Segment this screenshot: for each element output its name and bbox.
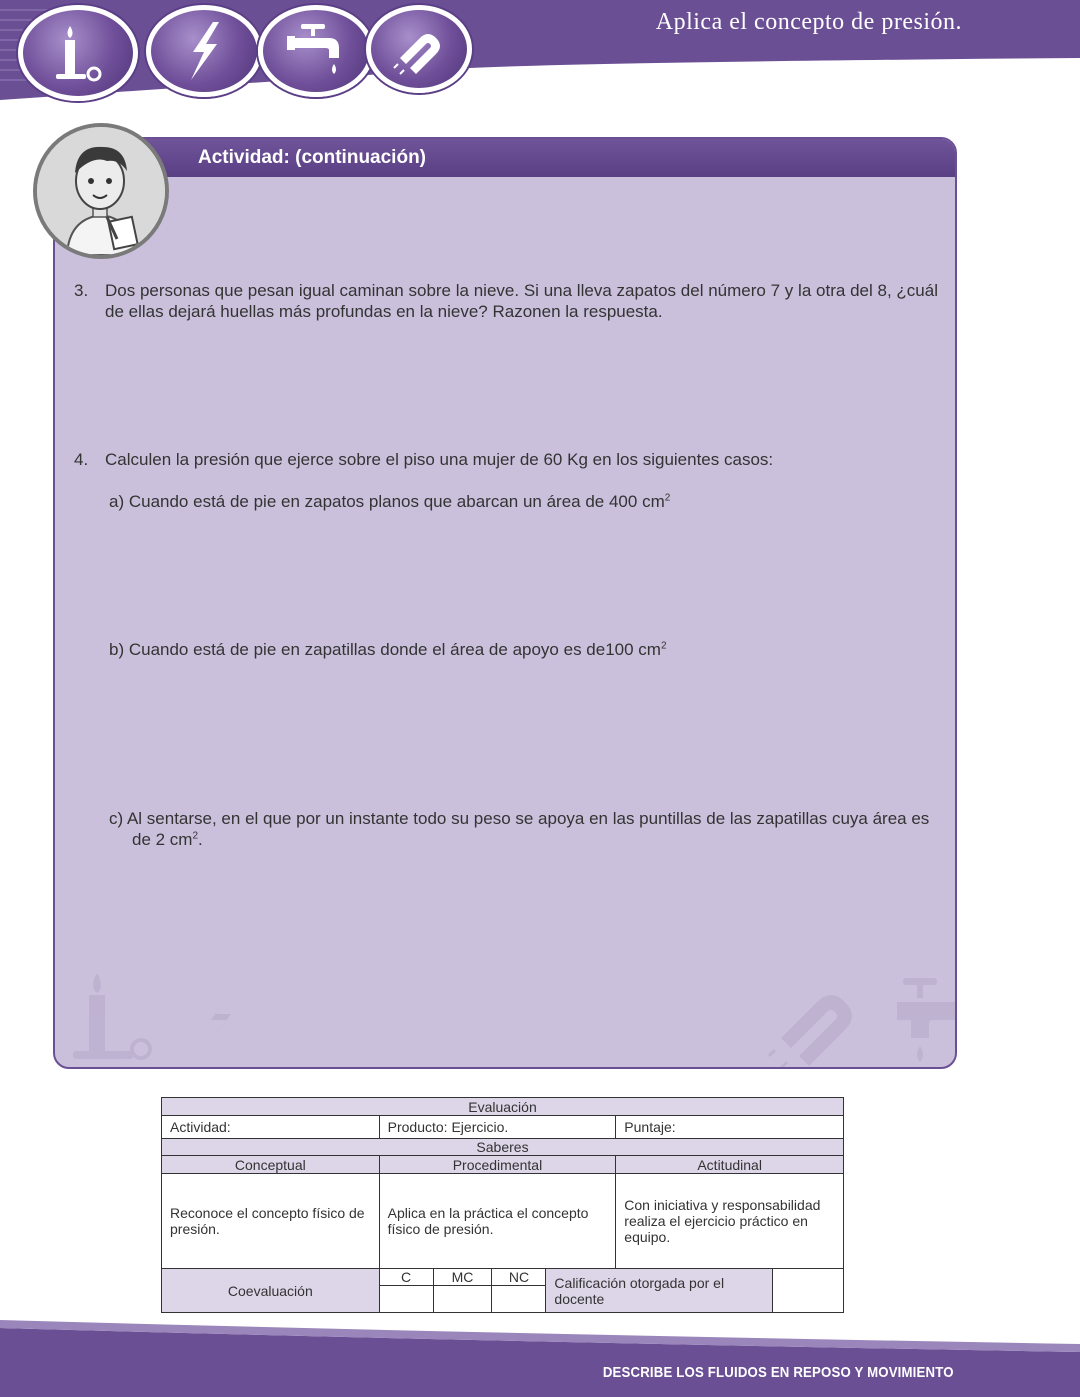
magnet-watermark-icon: [767, 974, 863, 1069]
coevaluacion-c-field[interactable]: [379, 1286, 433, 1313]
evaluation-title: Evaluación: [162, 1098, 844, 1116]
header-title: Aplica el concepto de presión.: [655, 9, 962, 35]
coevaluacion-nc-field[interactable]: [492, 1286, 546, 1313]
question-4c-line-1: c) Al sentarse, en el que por un instante todo su peso se apoya en las puntillas de las zapatillas cuya área es: [109, 809, 930, 828]
footer-band: [0, 1320, 1080, 1397]
question-4c: [109, 808, 941, 850]
actitudinal-description: Con iniciativa y responsabilidad realiza el ejercicio práctico en equipo.: [616, 1174, 844, 1269]
conceptual-description: Reconoce el concepto físico de presión.: [162, 1174, 380, 1269]
coevaluacion-mc-header: MC: [433, 1269, 492, 1286]
activity-title: Actividad: (continuación): [198, 147, 426, 168]
question-4b-exponent: 2: [660, 640, 667, 652]
question-4b-text: b) Cuando está de pie en zapatillas donde el área de apoyo es de100 cm: [109, 640, 661, 659]
activity-title-bar: [55, 139, 955, 177]
student-avatar: [33, 123, 169, 259]
magnet-icon: [366, 5, 472, 93]
activity-panel: [53, 137, 957, 1069]
question-4a-text: a) Cuando está de pie en zapatos planos que abarcan un área de 400 cm: [109, 492, 665, 511]
candle-watermark-icon: [63, 969, 163, 1069]
question-4c-line-2: de 2 cm: [132, 830, 193, 849]
calificacion-value-field[interactable]: [773, 1269, 844, 1313]
procedimental-header: Procedimental: [379, 1156, 616, 1174]
question-3-text: Dos personas que pesan igual caminan sobre la nieve. Si una lleva zapatos del número 7 y la otra del 8, ¿cuál de ellas dejará huellas más profundas en la nieve? Razonen la respuesta.: [105, 281, 938, 321]
procedimental-description: Aplica en la práctica el concepto físico de presión.: [379, 1174, 616, 1269]
coevaluacion-c-header: C: [379, 1269, 433, 1286]
coevaluacion-mc-field[interactable]: [433, 1286, 492, 1313]
question-4-text: Calculen la presión que ejerce sobre el piso una mujer de 60 Kg en los siguientes casos:: [105, 450, 774, 469]
question-4b: [109, 639, 929, 660]
calificacion-label: Calificación otorgada por el docente: [546, 1269, 773, 1313]
footer-text: DESCRIBE LOS FLUIDOS EN REPOSO Y MOVIMIENTO: [603, 1364, 954, 1381]
coevaluacion-label: Coevaluación: [162, 1269, 380, 1313]
actitudinal-header: Actitudinal: [616, 1156, 844, 1174]
faucet-icon: [258, 5, 374, 97]
evaluation-actividad: Actividad:: [162, 1116, 380, 1139]
candle-icon: [18, 5, 138, 101]
coevaluacion-nc-header: NC: [492, 1269, 546, 1286]
question-4c-exponent: 2: [192, 830, 199, 842]
lightning-watermark-icon: [185, 974, 255, 1069]
question-4c-period: .: [198, 830, 203, 849]
question-3: [74, 280, 938, 324]
question-4: [74, 449, 938, 471]
evaluation-producto: Producto: Ejercicio.: [379, 1116, 616, 1139]
evaluation-table: [161, 1097, 844, 1313]
saberes-header: Saberes: [162, 1139, 844, 1156]
conceptual-header: Conceptual: [162, 1156, 380, 1174]
faucet-watermark-icon: [893, 974, 957, 1069]
question-4a-exponent: 2: [664, 492, 671, 504]
lightning-icon: [146, 5, 262, 97]
question-4-number: 4.: [74, 450, 89, 469]
question-3-number: 3.: [74, 281, 89, 300]
question-4a: [109, 491, 929, 512]
evaluation-puntaje: Puntaje:: [616, 1116, 844, 1139]
